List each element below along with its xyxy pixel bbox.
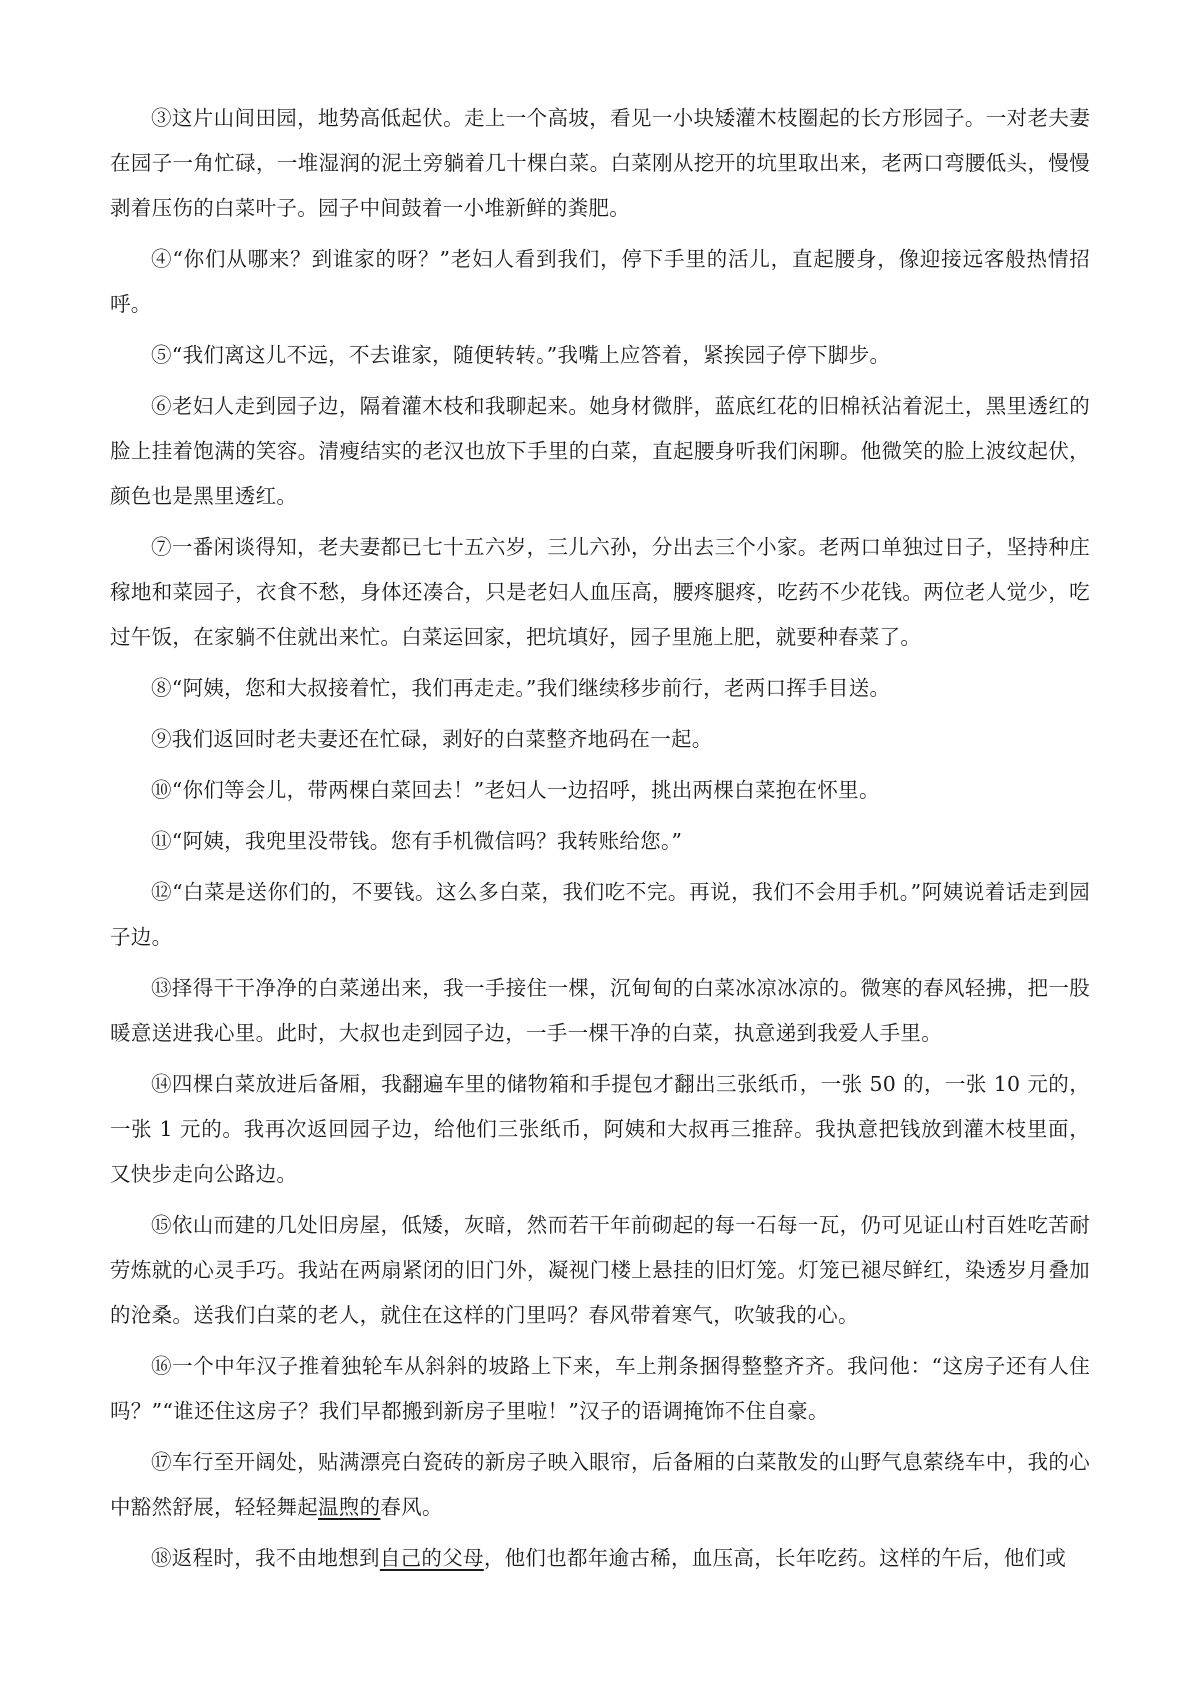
paragraph-11 bbox=[110, 819, 1090, 864]
paragraph-text: ⑪“阿姨，我兜里没带钱。您有手机微信吗？我转账给您。” bbox=[151, 829, 683, 853]
paragraph-text: ⑫“白菜是送你们的，不要钱。这么多白菜，我们吃不完。再说，我们不会用手机。”阿姨说着话走到园子边。 bbox=[110, 880, 1090, 949]
paragraph-17 bbox=[110, 1440, 1090, 1530]
paragraph-text: ⑨我们返回时老夫妻还在忙碌，剥好的白菜整齐地码在一起。 bbox=[151, 727, 713, 751]
paragraph-text: 春风。 bbox=[380, 1495, 443, 1519]
paragraph-7 bbox=[110, 525, 1090, 660]
paragraph-12 bbox=[110, 870, 1090, 960]
paragraph-4 bbox=[110, 237, 1090, 327]
paragraph-text: ⑤“我们离这儿不远，不去谁家，随便转转。”我嘴上应答着，紧挨园子停下脚步。 bbox=[151, 343, 891, 367]
paragraph-text: ③这片山间田园，地势高低起伏。走上一个高坡，看见一小块矮灌木枝圈起的长方形园子。一对老夫妻在园子一角忙碌，一堆湿润的泥土旁躺着几十棵白菜。白菜刚从挖开的坑里取出来，老两口弯腰低头，慢慢剥着压伤的白菜叶子。园子中间鼓着一小堆新鲜的粪肥。 bbox=[110, 106, 1090, 220]
paragraph-text: ④“你们从哪来？到谁家的呀？”老妇人看到我们，停下手里的活儿，直起腰身，像迎接远客般热情招呼。 bbox=[110, 247, 1090, 316]
paragraph-8 bbox=[110, 666, 1090, 711]
paragraph-text: ⑩“你们等会儿，带两棵白菜回去！”老妇人一边招呼，挑出两棵白菜抱在怀里。 bbox=[151, 778, 880, 802]
paragraph-text: ⑱返程时，我不由地想到 bbox=[151, 1546, 380, 1570]
paragraph-text: ⑯一个中年汉子推着独轮车从斜斜的坡路上下来，车上荆条捆得整整齐齐。我问他：“这房子还有人住吗？”“谁还住这房子？我们早都搬到新房子里啦！”汉子的语调掩饰不住自豪。 bbox=[110, 1354, 1090, 1423]
paragraph-13 bbox=[110, 966, 1090, 1056]
paragraph-text: ⑧“阿姨，您和大叔接着忙，我们再走走。”我们继续移步前行，老两口挥手目送。 bbox=[151, 676, 891, 700]
paragraph-16 bbox=[110, 1344, 1090, 1434]
paragraph-text: ⑰车行至开阔处，贴满漂亮白瓷砖的新房子映入眼帘，后备厢的白菜散发的山野气息萦绕车中，我的心中豁然舒展，轻轻舞起 bbox=[110, 1450, 1090, 1519]
paragraph-text: ⑮依山而建的几处旧房屋，低矮，灰暗，然而若干年前砌起的每一石每一瓦，仍可见证山村百姓吃苦耐劳炼就的心灵手巧。我站在两扇紧闭的旧门外，凝视门楼上悬挂的旧灯笼。灯笼已褪尽鲜红，染透岁月叠加的沧桑。送我们白菜的老人，就住在这样的门里吗？春风带着寒气，吹皱我的心。 bbox=[110, 1213, 1090, 1327]
paragraph-9 bbox=[110, 717, 1090, 762]
paragraph-text: ，他们也都年逾古稀，血压高，长年吃药。这样的午后，他们或 bbox=[483, 1546, 1067, 1570]
paragraph-14 bbox=[110, 1062, 1090, 1197]
paragraph-15 bbox=[110, 1203, 1090, 1338]
underlined-phrase: 温煦的 bbox=[318, 1495, 381, 1519]
paragraph-text: ⑭四棵白菜放进后备厢，我翻遍车里的储物箱和手提包才翻出三张纸币，一张 50 的，一张 10 元的，一张 1 元的。我再次返回园子边，给他们三张纸币，阿姨和大叔再三推辞。我执意把钱放到灌木枝里面，又快步走向公路边。 bbox=[110, 1072, 1090, 1186]
paragraph-5 bbox=[110, 333, 1090, 378]
underlined-phrase: 自己的父母 bbox=[379, 1546, 484, 1570]
paragraph-text: ⑦一番闲谈得知，老夫妻都已七十五六岁，三儿六孙，分出去三个小家。老两口单独过日子，坚持种庄稼地和菜园子，衣食不愁，身体还凑合，只是老妇人血压高，腰疼腿疼，吃药不少花钱。两位老人觉少，吃过午饭，在家躺不住就出来忙。白菜运回家，把坑填好，园子里施上肥，就要种春菜了。 bbox=[110, 535, 1090, 649]
paragraph-10 bbox=[110, 768, 1090, 813]
paragraph-3 bbox=[110, 96, 1090, 231]
paragraph-18 bbox=[110, 1536, 1090, 1581]
paragraph-6 bbox=[110, 384, 1090, 519]
paragraph-text: ⑥老妇人走到园子边，隔着灌木枝和我聊起来。她身材微胖，蓝底红花的旧棉袄沾着泥土，黑里透红的脸上挂着饱满的笑容。清瘦结实的老汉也放下手里的白菜，直起腰身听我们闲聊。他微笑的脸上波纹起伏，颜色也是黑里透红。 bbox=[110, 394, 1090, 508]
paragraph-text: ⑬择得干干净净的白菜递出来，我一手接住一棵，沉甸甸的白菜冰凉冰凉的。微寒的春风轻拂，把一股暖意送进我心里。此时，大叔也走到园子边，一手一棵干净的白菜，执意递到我爱人手里。 bbox=[110, 976, 1090, 1045]
